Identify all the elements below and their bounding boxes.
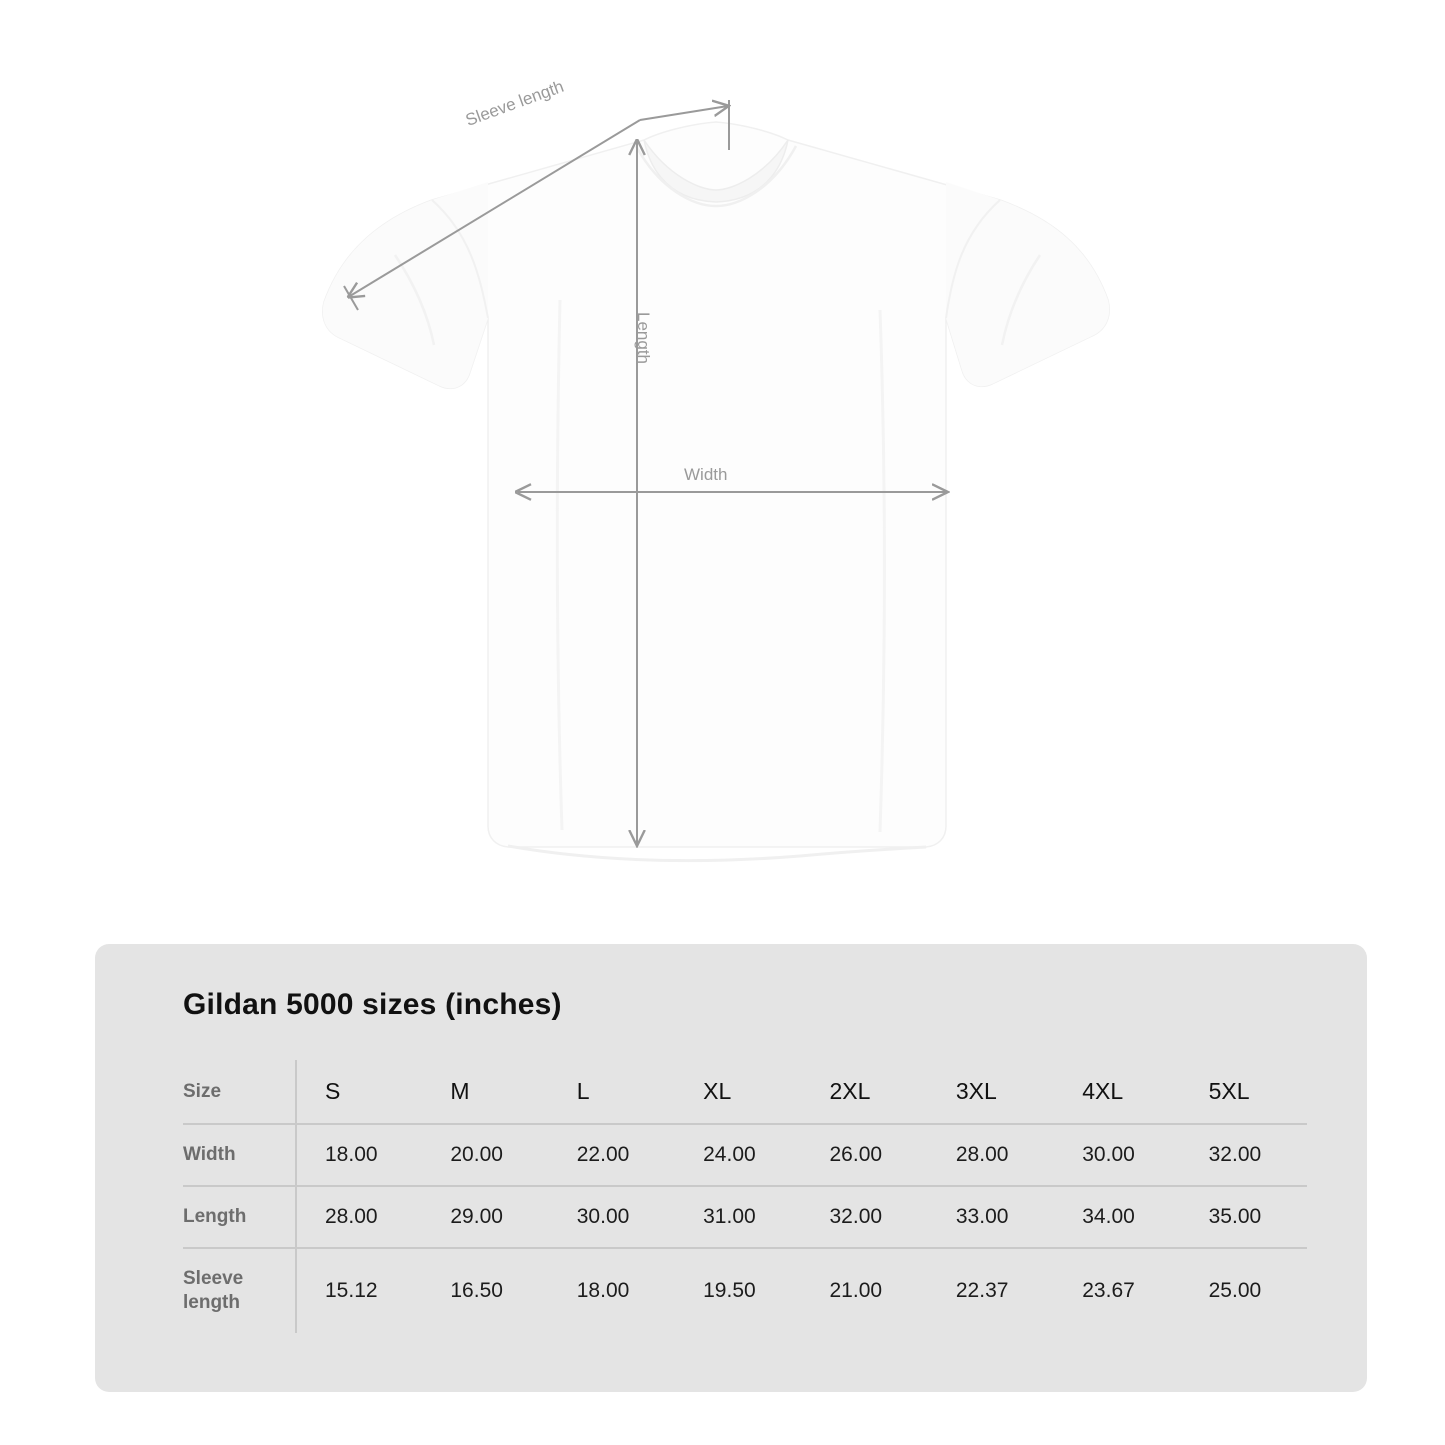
sleeve-l: 18.00 (576, 1278, 630, 1302)
width-4xl: 30.00 (1054, 1124, 1180, 1186)
size-header-2xl: 2XL (802, 1060, 928, 1124)
row-header-width: Width (183, 1124, 296, 1186)
table-row-header (183, 1060, 1307, 1124)
length-4xl: 34.00 (1054, 1186, 1180, 1248)
width-5xl: 32.00 (1181, 1124, 1307, 1186)
table-row (183, 1186, 1307, 1248)
sleeve-s: 15.12 (325, 1278, 378, 1302)
table-row (183, 1124, 1307, 1186)
size-header-xl: XL (675, 1060, 801, 1124)
row-header-sleeve-length: Sleeve length (183, 1248, 296, 1333)
sleeve-3xl: 22.37 (955, 1278, 1009, 1302)
size-chart-table (183, 1060, 1307, 1333)
length-l: 30.00 (549, 1186, 675, 1248)
width-l: 22.00 (549, 1124, 675, 1186)
width-s: 18.00 (296, 1124, 422, 1186)
size-chart-panel (95, 944, 1367, 1392)
sleeve-xl: 19.50 (703, 1278, 756, 1302)
sleeve-4xl: 23.67 (1082, 1278, 1135, 1302)
length-xl: 31.00 (675, 1186, 801, 1248)
length-s: 28.00 (296, 1186, 422, 1248)
width-xl: 24.00 (675, 1124, 801, 1186)
size-header-5xl: 5XL (1181, 1060, 1307, 1124)
width-3xl: 28.00 (928, 1124, 1054, 1186)
table-row (183, 1248, 1307, 1333)
sleeve-m: 16.50 (450, 1278, 503, 1302)
size-header-m: M (422, 1060, 548, 1124)
row-header-length: Length (183, 1186, 296, 1248)
length-m: 29.00 (422, 1186, 548, 1248)
sleeve-arrow-top (640, 106, 728, 120)
sleeve-5xl: 25.00 (1208, 1278, 1262, 1302)
width-label: Width (684, 465, 728, 484)
row-header-size: Size (183, 1060, 296, 1124)
size-header-3xl: 3XL (928, 1060, 1054, 1124)
width-2xl: 26.00 (802, 1124, 928, 1186)
sleeve-length-label: Sleeve length (463, 76, 567, 130)
size-header-l: L (549, 1060, 675, 1124)
size-header-4xl: 4XL (1054, 1060, 1180, 1124)
length-label: Length (634, 312, 653, 364)
size-header-s: S (296, 1060, 422, 1124)
length-3xl: 33.00 (928, 1186, 1054, 1248)
page-title: Gildan 5000 sizes (inches) (183, 988, 562, 1021)
width-m: 20.00 (422, 1124, 548, 1186)
length-5xl: 35.00 (1181, 1186, 1307, 1248)
length-2xl: 32.00 (802, 1186, 928, 1248)
sleeve-2xl: 21.00 (829, 1278, 883, 1302)
